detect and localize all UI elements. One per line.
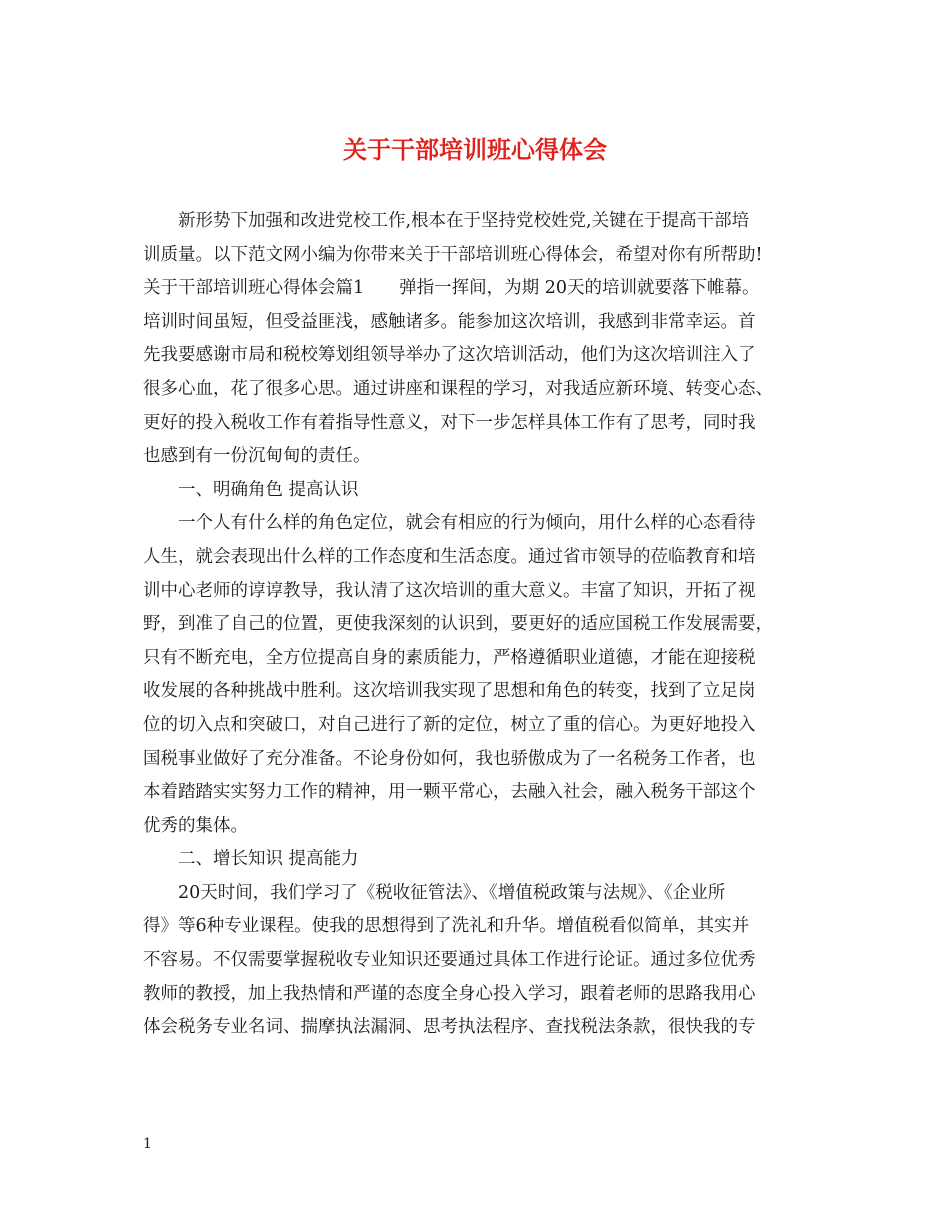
body-line: 收发展的各种挑战中胜利。这次培训我实现了思想和角色的转变，找到了立足岗: [143, 681, 756, 702]
body-line: 培训时间虽短，但受益匪浅，感触诸多。能参加这次培训，我感到非常幸运。首: [143, 311, 756, 332]
body-line: 更好的投入税收工作有着指导性意义，对下一步怎样具体工作有了思考，同时我: [143, 412, 756, 433]
body-line: 不容易。不仅需要掌握税收专业知识还要通过具体工作进行论证。通过多位优秀: [143, 950, 756, 971]
document-title: 关于干部培训班心得体会: [343, 135, 607, 164]
body-line: 关于干部培训班心得体会篇1 弹指一挥间，为期 20天的培训就要落下帷幕。: [143, 278, 760, 299]
body-line: 很多心血，花了很多心思。通过讲座和课程的学习，对我适应新环境、转变心态、: [143, 378, 773, 399]
document-body: [143, 205, 823, 1045]
body-line: 教师的教授，加上我热情和严谨的态度全身心投入学习，跟着老师的思路我用心: [143, 983, 756, 1004]
page-number: 1: [143, 1136, 152, 1152]
body-line: 本着踏踏实实努力工作的精神，用一颗平常心，去融入社会，融入税务干部这个: [143, 782, 756, 803]
body-line: 也感到有一份沉甸甸的责任。: [143, 446, 371, 467]
body-line: 新形势下加强和改进党校工作,根本在于坚持党校姓党,关键在于提高干部培: [178, 211, 750, 231]
body-line: 体会税务专业名词、揣摩执法漏洞、思考执法程序、查找税法条款，很快我的专: [143, 1017, 756, 1038]
body-line: 一个人有什么样的角色定位，就会有相应的行为倾向，用什么样的心态看待: [178, 513, 756, 534]
body-line: 只有不断充电，全方位提高自身的素质能力，严格遵循职业道德，才能在迎接税: [143, 647, 756, 668]
body-line: 先我要感谢市局和税校筹划组领导举办了这次培训活动，他们为这次培训注入了: [143, 345, 756, 366]
body-line: 国税事业做好了充分准备。不论身份如何，我也骄傲成为了一名税务工作者，也: [143, 748, 756, 769]
body-line: 野，到准了自己的位置，更使我深刻的认识到，要更好的适应国税工作发展需要，: [143, 614, 773, 635]
body-line: 20天时间，我们学习了《税收征管法》、《增值税政策与法规》、《企业所: [178, 882, 726, 903]
body-line: 人生，就会表现出什么样的工作态度和生活态度。通过省市领导的莅临教育和培: [143, 546, 756, 567]
body-line: 得》等6种专业课程。使我的思想得到了洗礼和升华。增值税看似简单，其实并: [143, 916, 750, 937]
body-line: 一、明确角色 提高认识: [178, 479, 359, 500]
body-line: 训质量。以下范文网小编为你带来关于干部培训班心得体会，希望对你有所帮助!: [143, 244, 763, 265]
body-line: 二、增长知识 提高能力: [178, 849, 359, 870]
body-line: 训中心老师的谆谆教导，我认清了这次培训的重大意义。丰富了知识，开拓了视: [143, 580, 756, 601]
body-line: 优秀的集体。: [143, 815, 248, 836]
body-line: 位的切入点和突破口，对自己进行了新的定位，树立了重的信心。为更好地投入: [143, 714, 756, 735]
